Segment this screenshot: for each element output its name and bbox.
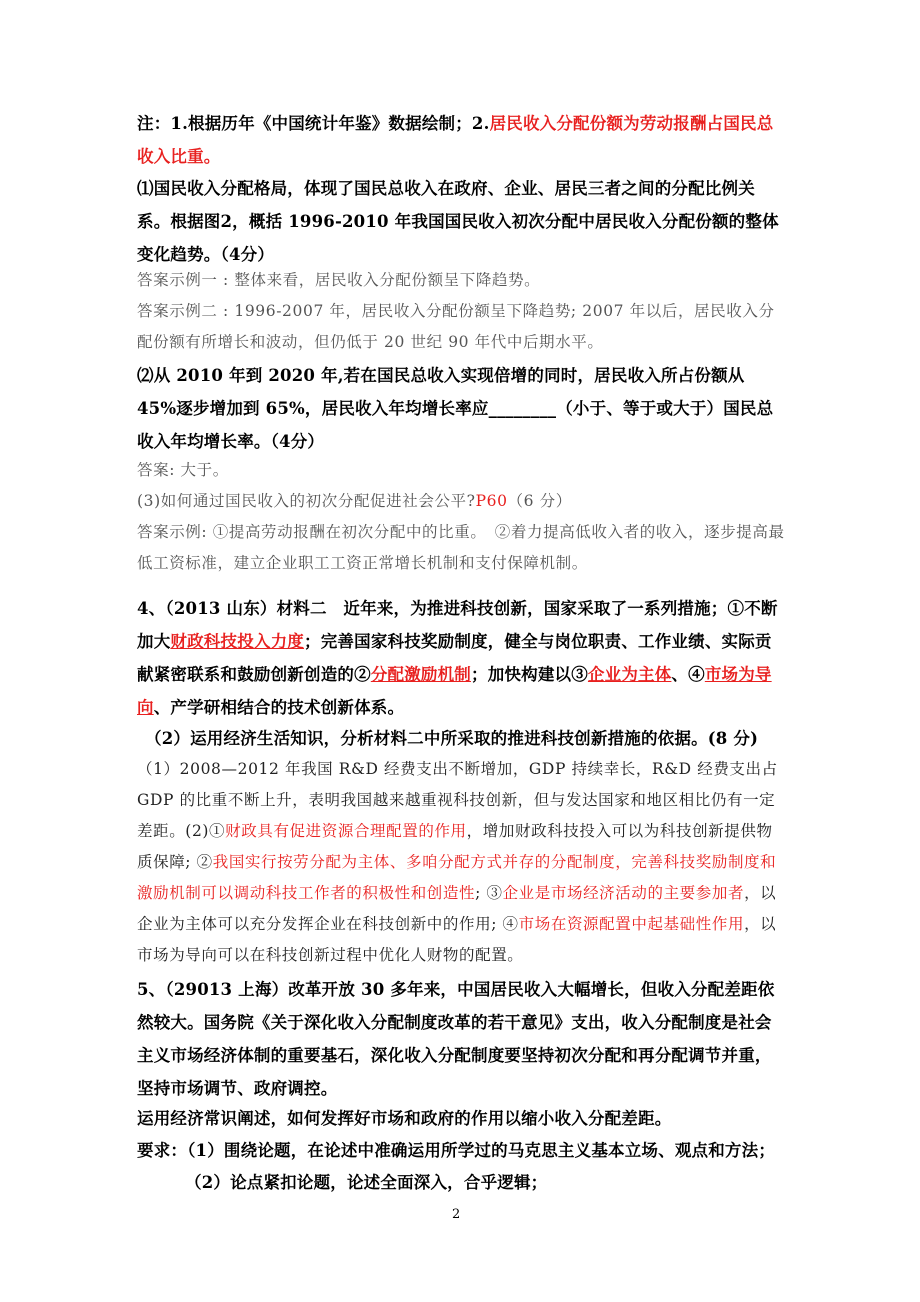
highlight-incentive-mechanism: 分配激励机制 xyxy=(370,665,472,684)
question-5-task: 运用经济常识阐述，如何发挥好市场和政府的作用以缩小收入分配差距。 xyxy=(137,1109,672,1128)
answer-4-part-4: ，以企业为主体可以充分发挥企业在科技创新中的作用; ④ xyxy=(137,884,777,933)
answer-4-part-5: ，以市场为导向可以在科技创新过程中优化人财物的配置。 xyxy=(137,915,777,964)
note-prefix: 注：1.根据历年《中国统计年鉴》数据绘制；2. xyxy=(137,114,490,133)
answer-4-red-4: 市场在资源配置中起基础性作用 xyxy=(518,915,745,933)
question-4-material xyxy=(137,592,787,724)
note-paragraph xyxy=(137,107,787,173)
highlight-fiscal-investment: 财政科技投入力度 xyxy=(170,632,305,651)
question-3-score: （6 分） xyxy=(507,492,572,510)
answer-4-red-3: 企业是市场经济活动的主要参加者 xyxy=(502,884,745,902)
question-3-answer: 答案示例: ①提高劳动报酬在初次分配中的比重。 ②着力提高低收入者的收入，逐步提高最低工资标准，建立企业职工工资正常增长机制和支付保障机制。 xyxy=(137,523,785,572)
answer-4-red-2: 我国实行按劳分配为主体、多咱分配方式并存的分配制度，完善科技奖励制度和激励机制可以调动科技工作者的积极性和创造性 xyxy=(137,853,777,902)
question-4-text-3: ；加快构建以③ xyxy=(471,665,588,684)
question-1-answer-1: 答案示例一 : 整体来看，居民收入分配份额呈下降趋势。 xyxy=(137,271,541,289)
question-1-answer-2: 答案示例二 : 1996-2007 年，居民收入分配份额呈下降趋势; 2007 年以后，居民收入分配份额有所增长和波动，但仍低于 20 世纪 90 年代中后期水平。 xyxy=(137,302,775,351)
question-4-text-4: 、④ xyxy=(671,665,705,684)
question-5-requirement-1: 要求：（1）围绕论题，在论述中准确运用所学过的马克思主义基本立场、观点和方法； xyxy=(137,1141,776,1160)
page-number: 2 xyxy=(452,1207,461,1222)
answer-4-part-2: ，增加财政科技投入可以为科技创新提供物质保障; ② xyxy=(137,822,773,871)
note-red-text: 居民收入分配份额为劳动报酬占国民总收入比重。 xyxy=(137,114,774,166)
highlight-market-oriented: 市场为导向 xyxy=(137,665,772,717)
question-1: ⑴国民收入分配格局，体现了国民总收入在政府、企业、居民三者之间的分配比例关系。根据图2，概括 1996-2010 年我国国民收入初次分配中居民收入分配份额的整体变化趋势。（4分） xyxy=(137,179,779,264)
question-5-requirement-2: （2）论点紧扣论题，论述全面深入，合乎逻辑； xyxy=(185,1173,548,1192)
question-5: 5、（29013 上海）改革开放 30 多年来，中国居民收入大幅增长，但收入分配差距依然较大。国务院《关于深化收入分配制度改革的若干意见》支出，收入分配制度是社会主义市场经济体制的重要基石，深化收入分配制度要坚持初次分配和再分配调节并重，坚持市场调节、政府调控。 xyxy=(137,980,775,1098)
answer-4-red-1: 财政具有促进资源合理配置的作用 xyxy=(225,822,467,840)
answer-4-part-1: （1）2008—2012 年我国 R&D 经费支出不断增加，GDP 持续幸长，R&D 经费支出占 GDP 的比重不断上升，表明我国越来越重视科技创新，但与发达国家和地区相比仍有一定差距。(2)① xyxy=(137,760,778,840)
highlight-enterprise-main-body: 企业为主体 xyxy=(587,665,672,684)
question-2-answer: 答案: 大于。 xyxy=(137,461,229,479)
question-3-text: (3)如何通过国民收入的初次分配促进社会公平? xyxy=(137,492,476,510)
question-2: ⑵从 2010 年到 2020 年,若在国民总收入实现倍增的同时，居民收入所占份额从 45%逐步增加到 65%，居民收入年均增长率应________（小于、等于或大于）国民总收入年均增长率。（4分） xyxy=(137,366,774,451)
question-4-text-1: 4、（2013 山东）材料二 近年来，为推进科技创新，国家采取了一系列措施；①不断加大 xyxy=(137,599,778,651)
question-4-answer xyxy=(137,754,787,971)
question-3-ref: P60 xyxy=(475,492,508,510)
question-4-text-2: ；完善国家科技奖励制度，健全与岗位职责、工作业绩、实际贡献紧密联系和鼓励创新创造的② xyxy=(137,632,772,684)
answer-4-part-3: ; ③ xyxy=(475,884,503,902)
question-4-sub: （2）运用经济生活知识，分析材料二中所采取的推进科技创新措施的依据。(8 分) xyxy=(145,729,759,748)
question-4-text-5: 、产学研相结合的技术创新体系。 xyxy=(153,698,405,717)
question-3 xyxy=(137,486,787,517)
